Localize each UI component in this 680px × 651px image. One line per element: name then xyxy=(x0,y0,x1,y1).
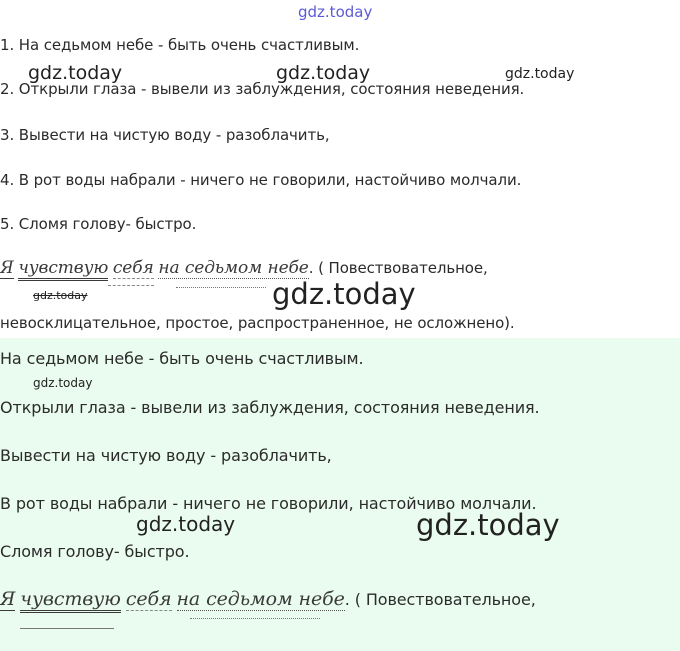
answer-sentence-object: себя xyxy=(125,588,172,610)
answer-item-2: Открыли глаза - вывели из заблуждения, состояния неведения. xyxy=(0,398,540,417)
watermark: gdz.today xyxy=(28,62,123,84)
sentence-predicate: чувствую xyxy=(18,258,108,281)
watermark: gdz.today xyxy=(33,289,88,302)
answer-item-3: Вывести на чистую воду - разоблачить, xyxy=(0,446,332,465)
watermark-top: gdz.today xyxy=(298,3,373,21)
watermark: gdz.today xyxy=(33,376,93,390)
watermark: gdz.today xyxy=(276,62,371,84)
list-item-1: 1. На седьмом небе - быть очень счастливым. xyxy=(0,36,360,54)
watermark: gdz.today xyxy=(136,512,236,536)
sentence-adverbial: на седьмом небе xyxy=(158,258,309,278)
watermark: gdz.today xyxy=(272,277,416,311)
parsed-sentence xyxy=(0,258,488,278)
sentence-continuation: невосклицательное, простое, распространенное, не осложнено). xyxy=(0,314,515,332)
underline-dotdash xyxy=(190,618,320,619)
watermark: gdz.today xyxy=(505,66,575,82)
answer-item-1: На седьмом небе - быть очень счастливым. xyxy=(0,349,364,368)
watermark: gdz.today xyxy=(416,508,560,542)
answer-sentence-adverbial: на седьмом небе xyxy=(176,588,345,610)
answer-parsed-sentence xyxy=(0,588,536,610)
sentence-subject: Я xyxy=(0,258,14,278)
list-item-3: 3. Вывести на чистую воду - разоблачить, xyxy=(0,126,330,144)
list-item-2: 2. Открыли глаза - вывели из заблуждения, состояния неведения. xyxy=(0,80,525,98)
underline-dotdash xyxy=(176,287,266,288)
answer-sentence-subject: Я xyxy=(0,588,16,610)
underline-line xyxy=(20,628,114,629)
answer-item-4: В рот воды набрали - ничего не говорили, настойчиво молчали. xyxy=(0,494,537,513)
list-item-5: 5. Сломя голову- быстро. xyxy=(0,215,197,233)
answer-sentence-tail: . ( Повествовательное, xyxy=(344,590,536,609)
sentence-object: себя xyxy=(112,258,154,278)
answer-sentence-predicate: чувствую xyxy=(20,588,121,613)
list-item-4: 4. В рот воды набрали - ничего не говорили, настойчиво молчали. xyxy=(0,171,522,189)
sentence-tail: . ( Повествовательное, xyxy=(308,259,488,277)
answer-item-5: Сломя голову- быстро. xyxy=(0,542,190,561)
underline-dash xyxy=(108,285,154,286)
